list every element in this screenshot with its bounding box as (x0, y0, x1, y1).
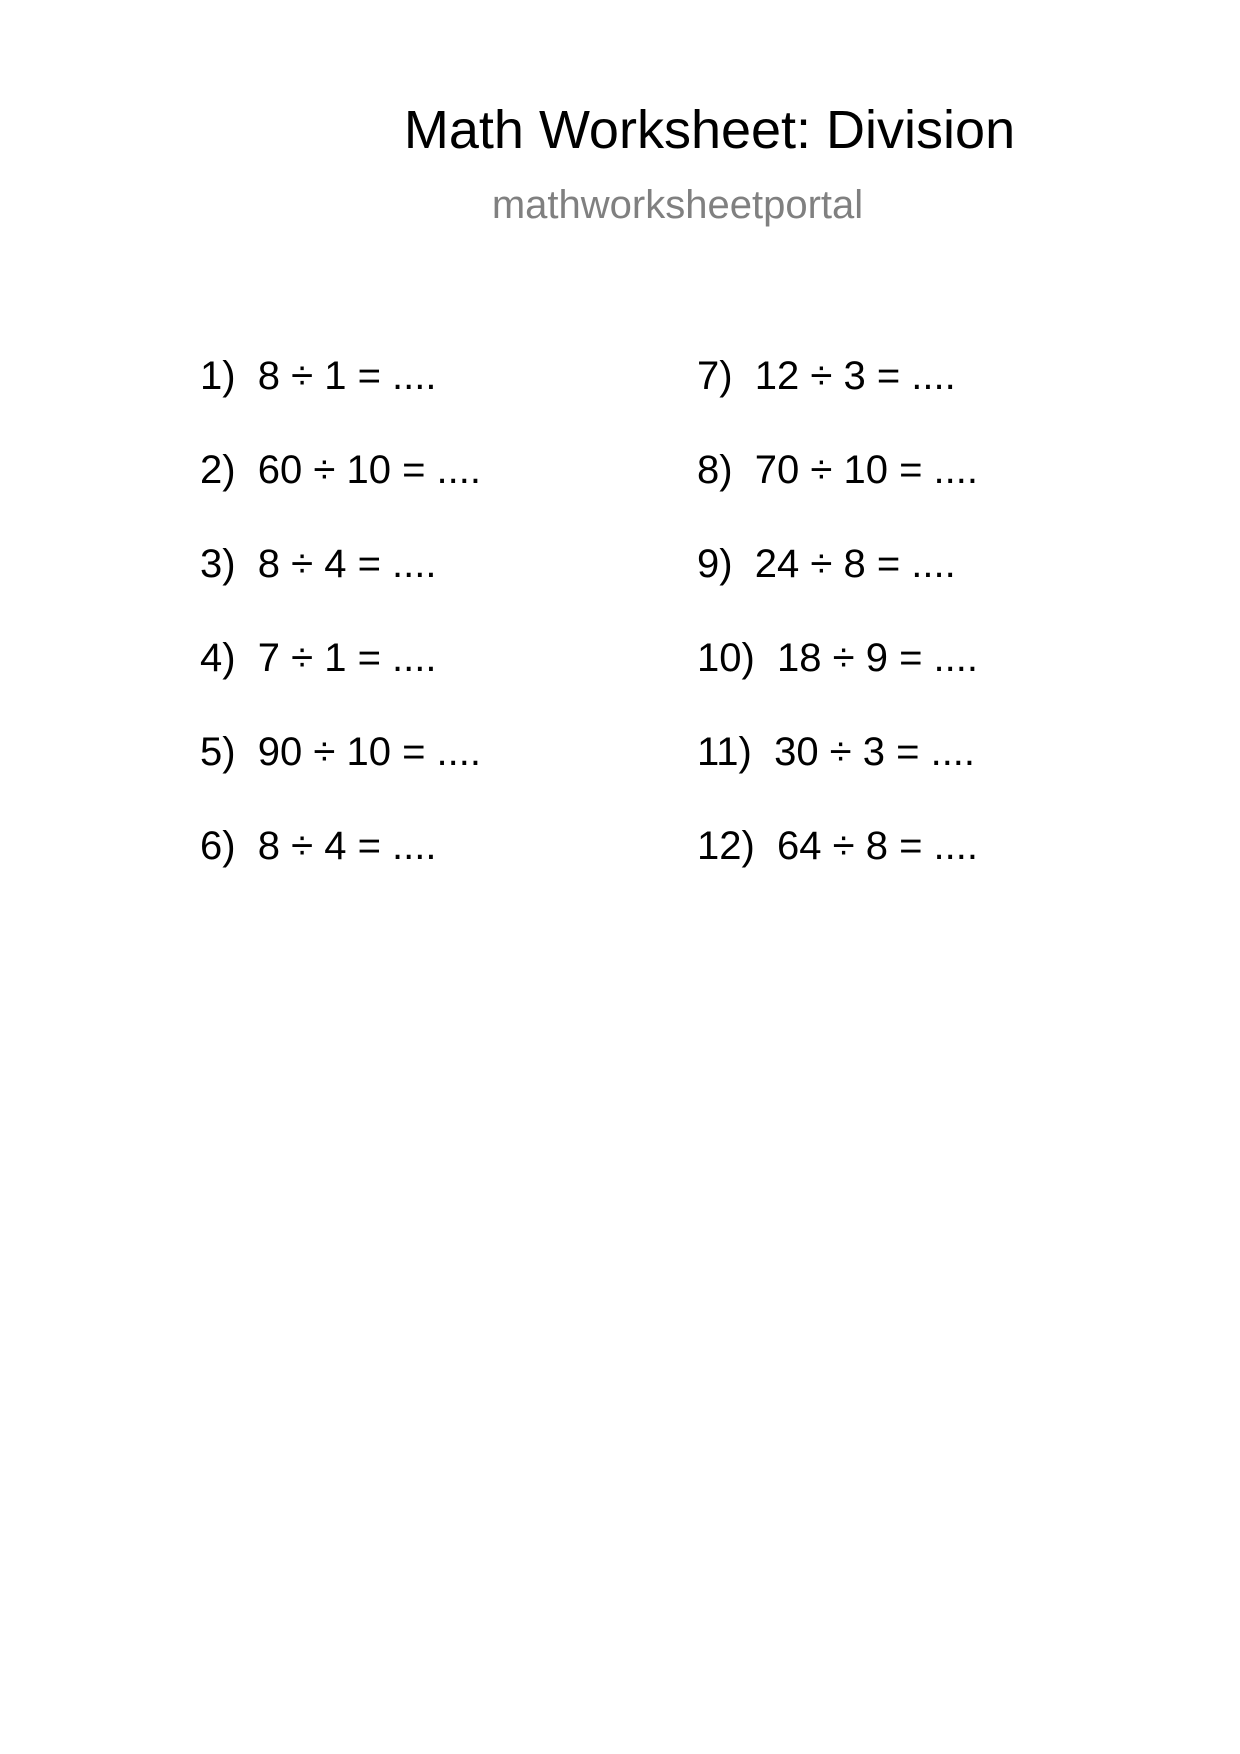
problem-5: 5) 90 ÷ 10 = .... (200, 730, 481, 774)
page-title: Math Worksheet: Division (403, 100, 1016, 160)
problem-7: 7) 12 ÷ 3 = .... (697, 354, 956, 398)
page-subtitle: mathworksheetportal (491, 183, 864, 227)
problem-3: 3) 8 ÷ 4 = .... (200, 542, 437, 586)
problem-10: 10) 18 ÷ 9 = .... (697, 636, 978, 680)
problem-9: 9) 24 ÷ 8 = .... (697, 542, 956, 586)
problem-6: 6) 8 ÷ 4 = .... (200, 824, 437, 868)
problem-12: 12) 64 ÷ 8 = .... (697, 824, 978, 868)
problem-2: 2) 60 ÷ 10 = .... (200, 448, 481, 492)
problem-11: 11) 30 ÷ 3 = .... (697, 730, 976, 774)
problem-1: 1) 8 ÷ 1 = .... (200, 354, 437, 398)
problem-8: 8) 70 ÷ 10 = .... (697, 448, 978, 492)
problem-4: 4) 7 ÷ 1 = .... (200, 636, 437, 680)
